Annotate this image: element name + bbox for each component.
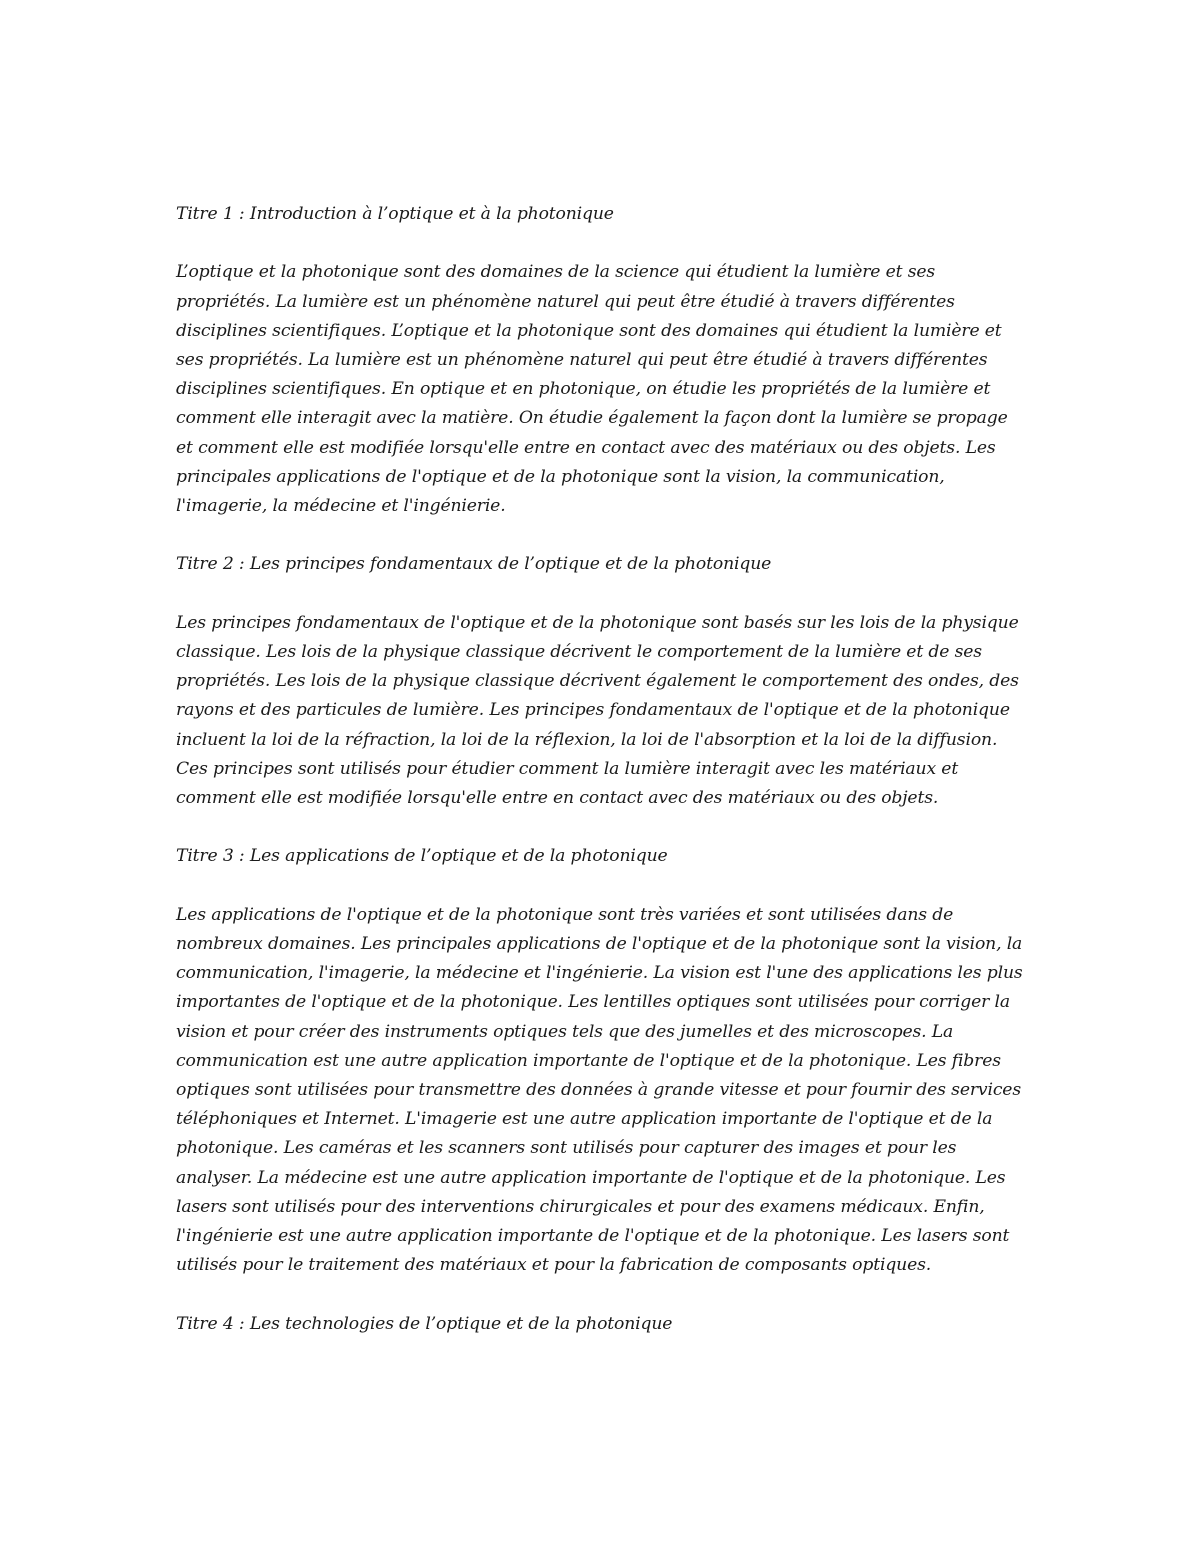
section-body-1: L’optique et la photonique sont des domaines de la science qui étudient la lumière et ses propriétés. La lumière est un phénomène naturel qui peut être étudié à travers différentes disciplines scientifiques. L’optique et la photonique sont des domaines qui étudient la lumière et ses propriétés. La lumière est un phénomène naturel qui peut être étudié à travers différentes disciplines scientifiques. En optique et en photonique, on étudie les propriétés de la lumière et comment elle interagit avec la matière. On étudie également la façon dont la lumière se propage et comment elle est modifiée lorsqu'elle entre en contact avec des matériaux ou des objets. Les principales applications de l'optique et de la photonique sont la vision, la communication, l'imagerie, la médecine et l'ingénierie. [176,262,1008,517]
section-body-2: Les principes fondamentaux de l'optique et de la photonique sont basés sur les lois de la physique classique. Les lois de la physique classique décrivent le comportement de la lumière et de ses propriétés. Les lois de la physique classique décrivent également le comportement des ondes, des rayons et des particules de lumière. Les principes fondamentaux de l'optique et de la photonique incluent la loi de la réfraction, la loi de la réflexion, la loi de l'absorption et la loi de la diffusion. Ces principes sont utilisés pour étudier comment la lumière interagit avec les matériaux et comment elle est modifiée lorsqu'elle entre en contact avec des matériaux ou des objets. [176,612,1019,809]
section-body-3: Les applications de l'optique et de la photonique sont très variées et sont utilisées dans de nombreux domaines. Les principales applications de l'optique et de la photonique sont la vision, la communication, l'imagerie, la médecine et l'ingénierie. La vision est l'une des applications les plus importantes de l'optique et de la photonique. Les lentilles optiques sont utilisées pour corriger la vision et pour créer des instruments optiques tels que des jumelles et des microscopes. La communication est une autre application importante de l'optique et de la photonique. Les fibres optiques sont utilisées pour transmettre des données à grande vitesse et pour fournir des services téléphoniques et Internet. L'imagerie est une autre application importante de l'optique et de la photonique. Les caméras et les scanners sont utilisés pour capturer des images et pour les analyser. La médecine est une autre application importante de l'optique et de la photonique. Les lasers sont utilisés pour des interventions chirurgicales et pour des examens médicaux. Enfin, l'ingénierie est une autre application importante de l'optique et de la photonique. Les lasers sont utilisés pour le traitement des matériaux et pour la fabrication de composants optiques. [176,904,1023,1276]
section-heading-2: Titre 2 : Les principes fondamentaux de l’optique et de la photonique [176,554,772,575]
section-heading-1: Titre 1 : Introduction à l’optique et à la photonique [176,204,614,224]
section-heading-3: Titre 3 : Les applications de l’optique et de la photonique [176,846,668,867]
section-heading-4: Titre 4 : Les technologies de l’optique et de la photonique [176,1313,673,1334]
document-content [176,200,1026,1368]
